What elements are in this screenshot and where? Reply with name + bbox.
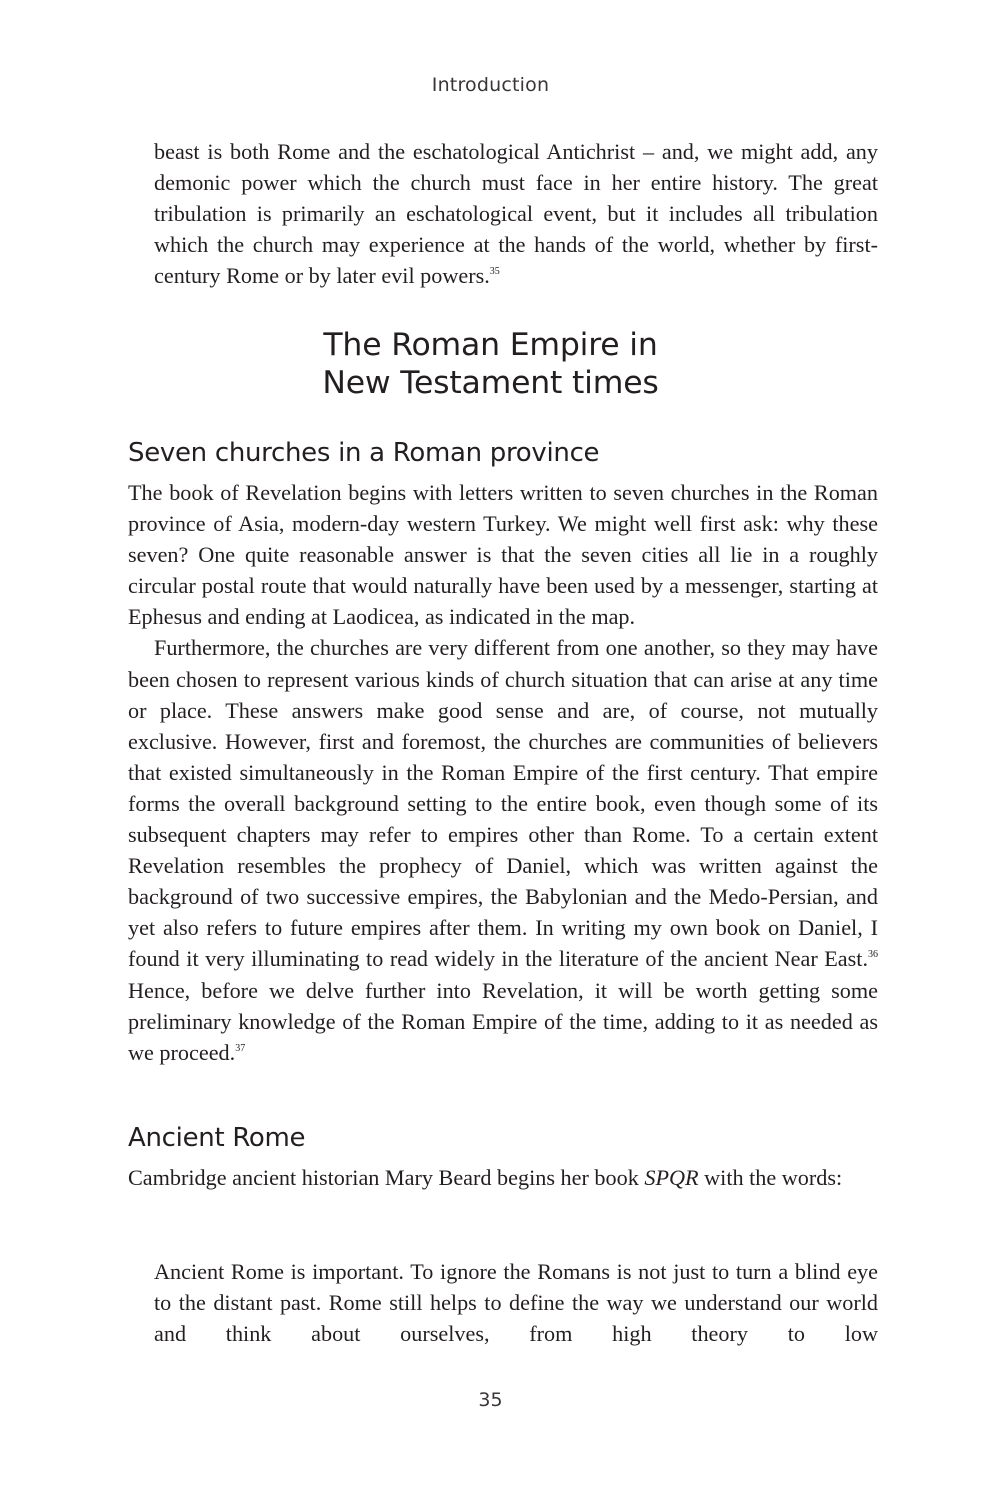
- running-head: Introduction: [431, 74, 550, 96]
- paragraph-2-text-a: Furthermore, the churches are very different from one another, so they may have been chosen to represent various kinds of church situation that can arise at any time or place. These answers make good sense and are, of course, not mutually exclusive. However, first and foremost, the churches are communities of believers that existed simultaneously in the Roman Empire of the first century. That empire forms the overall background setting to the entire book, even though some of its subsequent chapters may refer to empires other than Rome. To a certain extent Revelation resembles the prophecy of Daniel, which was written against the background of two successive empires, the Babylonian and the Medo-Persian, and yet also refers to future empires after them. In writing my own book on Daniel, I found it very illuminating to read widely in the literature of the ancient Near East.: [128, 635, 878, 972]
- page-number: 35: [478, 1389, 503, 1411]
- book-title-spqr: SPQR: [644, 1165, 699, 1190]
- footnote-ref-37: 37: [235, 1042, 246, 1054]
- paragraph-2: [128, 632, 878, 1067]
- section-title-line-1: The Roman Empire in: [323, 327, 658, 363]
- opening-quote-text: beast is both Rome and the eschatological Antichrist – and, we might add, any demonic power which the church must face in her entire history. The great tribulation is primarily an eschatological event, but it includes all tribulation which the church may experience at the hands of the world, whether by first-century Rome or by later evil powers.: [154, 139, 878, 289]
- subheading-seven-churches: Seven churches in a Roman province: [128, 438, 600, 468]
- paragraph-2-text-b: Hence, before we delve further into Revelation, it will be worth getting some preliminary knowledge of the Roman Empire of the time, adding to it as needed as we proceed.: [128, 977, 878, 1065]
- opening-block-quote: [154, 136, 878, 291]
- footnote-ref-35: 35: [489, 266, 500, 278]
- seven-churches-body: [128, 477, 878, 1068]
- ancient-rome-intro: [128, 1162, 878, 1193]
- section-title-line-2: New Testament times: [322, 365, 659, 401]
- intro-text-b: with the words:: [698, 1165, 843, 1190]
- subheading-ancient-rome: Ancient Rome: [128, 1123, 306, 1153]
- paragraph-1: The book of Revelation begins with letters written to seven churches in the Roman province of Asia, modern-day western Turkey. We might well first ask: why these seven? One quite reasonable answer is that the seven cities all lie in a roughly circular postal route that would naturally have been used by a messenger, starting at Ephesus and ending at Laodicea, as indicated in the map.: [128, 480, 878, 630]
- intro-text-a: Cambridge ancient historian Mary Beard begins her book: [128, 1165, 645, 1190]
- section-title: [0, 326, 981, 402]
- footnote-ref-36: 36: [868, 949, 878, 961]
- beard-block-quote: Ancient Rome is important. To ignore the Romans is not just to turn a blind eye to the distant past. Rome still helps to define the way we understand our world and think about ourselves, from high theory to low: [154, 1259, 878, 1347]
